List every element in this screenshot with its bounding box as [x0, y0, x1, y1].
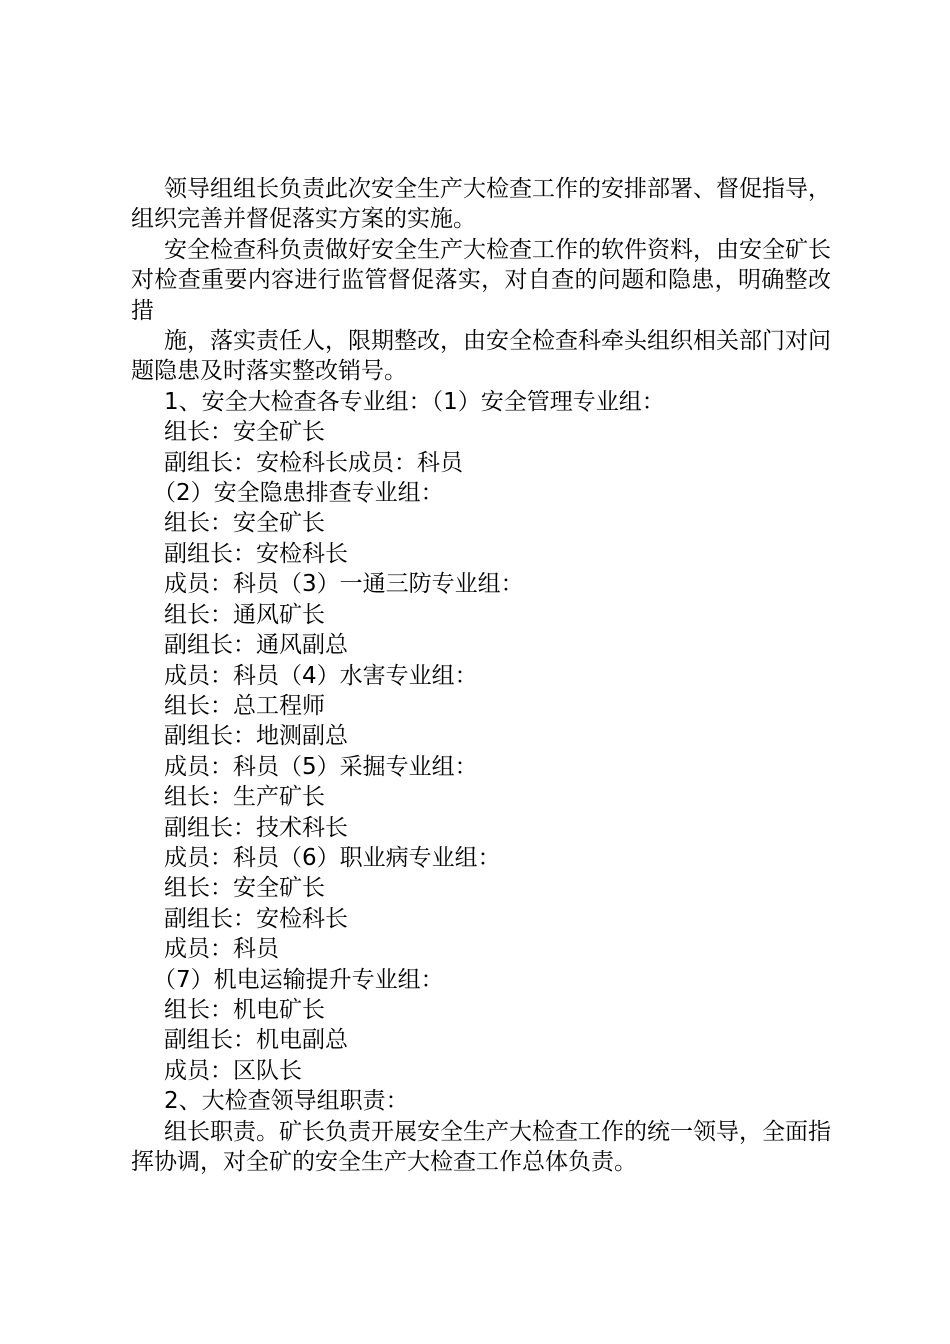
- list-item: 组长：总工程师: [164, 692, 325, 719]
- list-item: 副组长：安检科长成员：科员: [164, 449, 463, 476]
- paragraph-inspection-dept-duty: 安全检查科负责做好安全生产大检查工作的软件资料，由安全矿长对检查重要内容进行监管督促落实，对自查的问题和隐患，明确整改措: [131, 236, 831, 324]
- list-item: 副组长：安检科长: [164, 540, 348, 567]
- paragraph-leader-responsibility: 组长职责。矿长负责开展安全生产大检查工作的统一领导，全面指挥协调，对全矿的安全生产大检查工作总体负责。: [131, 1118, 831, 1175]
- list-item: 组长：安全矿长: [164, 875, 325, 902]
- list-item: 组长：安全矿长: [164, 419, 325, 446]
- list-item: 组长：安全矿长: [164, 510, 325, 537]
- document-body: [131, 174, 831, 1177]
- list-item: 副组长：通风副总: [164, 632, 348, 659]
- group-heading: （7）机电运输提升专业组：: [153, 966, 444, 993]
- paragraph-rectification: 施，落实责任人，限期整改，由安全检查科牵头组织相关部门对问题隐患及时落实整改销号。: [131, 328, 831, 385]
- paragraph-leader-duty: 领导组组长负责此次安全生产大检查工作的安排部署、督促指导，组织完善并督促落实方案的实施。: [131, 176, 831, 233]
- list-item: 成员：科员（4）水害专业组：: [164, 662, 478, 689]
- list-item: 成员：科员: [164, 936, 279, 963]
- list-item: 成员：科员（5）采掘专业组：: [164, 753, 478, 780]
- list-item: 组长：通风矿长: [164, 601, 325, 628]
- list-item: 组长：机电矿长: [164, 996, 325, 1023]
- list-item: 成员：区队长: [164, 1057, 302, 1084]
- list-item: 副组长：地测副总: [164, 723, 348, 750]
- group-heading: （2）安全隐患排查专业组：: [153, 480, 444, 507]
- section-heading-groups: 1、安全大检查各专业组：（1）安全管理专业组：: [164, 388, 665, 415]
- list-item: 副组长：安检科长: [164, 905, 348, 932]
- list-item: 组长：生产矿长: [164, 784, 325, 811]
- list-item: 副组长：机电副总: [164, 1027, 348, 1054]
- list-item: 副组长：技术科长: [164, 814, 348, 841]
- list-item: 成员：科员（3）一通三防专业组：: [164, 571, 524, 598]
- section-heading-duties: 2、大检查领导组职责：: [164, 1088, 409, 1115]
- list-item: 成员：科员（6）职业病专业组：: [164, 844, 501, 871]
